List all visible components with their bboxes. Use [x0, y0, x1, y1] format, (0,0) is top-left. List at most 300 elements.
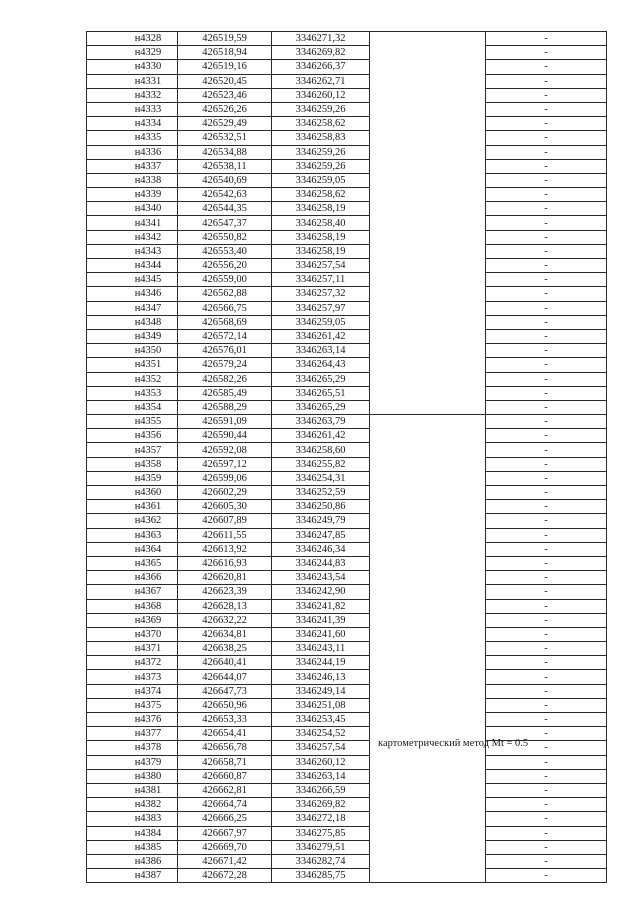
x-coordinate-cell: 426653,33 [178, 713, 272, 727]
accuracy-mark-cell: - [486, 117, 607, 131]
x-coordinate-cell: 426547,37 [178, 216, 272, 230]
accuracy-mark-cell: - [486, 74, 607, 88]
x-coordinate-cell: 426658,71 [178, 755, 272, 769]
table-row [87, 102, 607, 116]
point-name-cell: н4332 [87, 88, 178, 102]
y-coordinate-cell: 3346266,59 [272, 783, 370, 797]
accuracy-mark-cell: - [486, 415, 607, 429]
y-coordinate-cell: 3346241,60 [272, 627, 370, 641]
point-name-cell: н4349 [87, 329, 178, 343]
accuracy-mark-cell: - [486, 755, 607, 769]
accuracy-mark-cell: - [486, 46, 607, 60]
accuracy-mark-cell: - [486, 429, 607, 443]
x-coordinate-cell: 426597,12 [178, 457, 272, 471]
accuracy-mark-cell: - [486, 457, 607, 471]
point-name-cell: н4371 [87, 642, 178, 656]
y-coordinate-cell: 3346257,11 [272, 273, 370, 287]
accuracy-mark-cell: - [486, 386, 607, 400]
x-coordinate-cell: 426599,06 [178, 471, 272, 485]
table-row [87, 542, 607, 556]
accuracy-mark-cell: - [486, 613, 607, 627]
accuracy-mark-cell: - [486, 798, 607, 812]
x-coordinate-cell: 426542,63 [178, 188, 272, 202]
y-coordinate-cell: 3346272,18 [272, 812, 370, 826]
accuracy-mark-cell: - [486, 230, 607, 244]
accuracy-mark-cell: - [486, 443, 607, 457]
x-coordinate-cell: 426669,70 [178, 840, 272, 854]
table-row [87, 273, 607, 287]
x-coordinate-cell: 426634,81 [178, 627, 272, 641]
table-row [87, 713, 607, 727]
x-coordinate-cell: 426520,45 [178, 74, 272, 88]
y-coordinate-cell: 3346285,75 [272, 869, 370, 883]
table-row [87, 500, 607, 514]
table-row [87, 514, 607, 528]
table-row [87, 769, 607, 783]
table-row [87, 429, 607, 443]
y-coordinate-cell: 3346257,97 [272, 301, 370, 315]
y-coordinate-cell: 3346257,54 [272, 259, 370, 273]
point-name-cell: н4335 [87, 131, 178, 145]
accuracy-mark-cell: - [486, 188, 607, 202]
accuracy-mark-cell: - [486, 556, 607, 570]
table-row [87, 443, 607, 457]
table-row [87, 46, 607, 60]
accuracy-mark-cell: - [486, 769, 607, 783]
y-coordinate-cell: 3346252,59 [272, 486, 370, 500]
y-coordinate-cell: 3346258,19 [272, 202, 370, 216]
y-coordinate-cell: 3346263,14 [272, 344, 370, 358]
x-coordinate-cell: 426544,35 [178, 202, 272, 216]
point-name-cell: н4364 [87, 542, 178, 556]
point-name-cell: н4366 [87, 571, 178, 585]
point-name-cell: н4374 [87, 684, 178, 698]
table-row [87, 571, 607, 585]
point-name-cell: н4377 [87, 727, 178, 741]
point-name-cell: н4336 [87, 145, 178, 159]
x-coordinate-cell: 426591,09 [178, 415, 272, 429]
point-name-cell: н4386 [87, 854, 178, 868]
accuracy-mark-cell: - [486, 627, 607, 641]
y-coordinate-cell: 3346244,83 [272, 556, 370, 570]
point-name-cell: н4382 [87, 798, 178, 812]
y-coordinate-cell: 3346254,52 [272, 727, 370, 741]
table-row [87, 259, 607, 273]
y-coordinate-cell: 3346261,42 [272, 329, 370, 343]
accuracy-mark-cell: - [486, 471, 607, 485]
y-coordinate-cell: 3346260,12 [272, 88, 370, 102]
table-row [87, 812, 607, 826]
point-name-cell: н4383 [87, 812, 178, 826]
accuracy-mark-cell: - [486, 400, 607, 414]
accuracy-mark-cell: - [486, 145, 607, 159]
table-row [87, 627, 607, 641]
accuracy-mark-cell: - [486, 500, 607, 514]
x-coordinate-cell: 426582,26 [178, 372, 272, 386]
point-name-cell: н4387 [87, 869, 178, 883]
point-name-cell: н4358 [87, 457, 178, 471]
y-coordinate-cell: 3346259,26 [272, 102, 370, 116]
y-coordinate-cell: 3346258,60 [272, 443, 370, 457]
accuracy-mark-cell: - [486, 301, 607, 315]
table-row [87, 869, 607, 883]
accuracy-mark-cell: - [486, 173, 607, 187]
x-coordinate-cell: 426572,14 [178, 329, 272, 343]
y-coordinate-cell: 3346259,05 [272, 315, 370, 329]
accuracy-mark-cell: - [486, 88, 607, 102]
point-name-cell: н4341 [87, 216, 178, 230]
table-row [87, 88, 607, 102]
table-row [87, 372, 607, 386]
point-name-cell: н4343 [87, 244, 178, 258]
x-coordinate-cell: 426605,30 [178, 500, 272, 514]
y-coordinate-cell: 3346259,05 [272, 173, 370, 187]
accuracy-mark-cell: - [486, 713, 607, 727]
accuracy-mark-cell: - [486, 571, 607, 585]
point-name-cell: н4340 [87, 202, 178, 216]
accuracy-mark-cell: - [486, 358, 607, 372]
point-name-cell: н4334 [87, 117, 178, 131]
y-coordinate-cell: 3346251,08 [272, 698, 370, 712]
x-coordinate-cell: 426588,29 [178, 400, 272, 414]
x-coordinate-cell: 426602,29 [178, 486, 272, 500]
table-row [87, 613, 607, 627]
y-coordinate-cell: 3346263,79 [272, 415, 370, 429]
point-name-cell: н4350 [87, 344, 178, 358]
point-name-cell: н4376 [87, 713, 178, 727]
table-row [87, 173, 607, 187]
point-name-cell: н4342 [87, 230, 178, 244]
point-name-cell: н4380 [87, 769, 178, 783]
table-row [87, 826, 607, 840]
point-name-cell: н4362 [87, 514, 178, 528]
y-coordinate-cell: 3346265,51 [272, 386, 370, 400]
point-name-cell: н4338 [87, 173, 178, 187]
point-name-cell: н4360 [87, 486, 178, 500]
accuracy-mark-cell: - [486, 783, 607, 797]
y-coordinate-cell: 3346265,29 [272, 372, 370, 386]
x-coordinate-cell: 426632,22 [178, 613, 272, 627]
table-row [87, 131, 607, 145]
table-row [87, 684, 607, 698]
point-name-cell: н4351 [87, 358, 178, 372]
point-name-cell: н4353 [87, 386, 178, 400]
x-coordinate-cell: 426519,16 [178, 60, 272, 74]
y-coordinate-cell: 3346244,19 [272, 656, 370, 670]
x-coordinate-cell: 426671,42 [178, 854, 272, 868]
accuracy-mark-cell: - [486, 372, 607, 386]
coordinates-table [86, 31, 607, 883]
y-coordinate-cell: 3346263,14 [272, 769, 370, 783]
point-name-cell: н4355 [87, 415, 178, 429]
point-name-cell: н4375 [87, 698, 178, 712]
table-row [87, 188, 607, 202]
point-name-cell: н4345 [87, 273, 178, 287]
x-coordinate-cell: 426656,78 [178, 741, 272, 755]
point-name-cell: н4333 [87, 102, 178, 116]
y-coordinate-cell: 3346249,14 [272, 684, 370, 698]
x-coordinate-cell: 426556,20 [178, 259, 272, 273]
y-coordinate-cell: 3346255,82 [272, 457, 370, 471]
x-coordinate-cell: 426607,89 [178, 514, 272, 528]
x-coordinate-cell: 426562,88 [178, 287, 272, 301]
table-row [87, 642, 607, 656]
accuracy-mark-cell: - [486, 329, 607, 343]
table-row [87, 755, 607, 769]
table-row [87, 358, 607, 372]
point-name-cell: н4363 [87, 528, 178, 542]
table-row [87, 840, 607, 854]
x-coordinate-cell: 426611,55 [178, 528, 272, 542]
y-coordinate-cell: 3346241,82 [272, 599, 370, 613]
table-row [87, 585, 607, 599]
table-row [87, 386, 607, 400]
x-coordinate-cell: 426540,69 [178, 173, 272, 187]
x-coordinate-cell: 426650,96 [178, 698, 272, 712]
point-name-cell: н4378 [87, 741, 178, 755]
table-row [87, 159, 607, 173]
table-row [87, 329, 607, 343]
accuracy-mark-cell: - [486, 273, 607, 287]
accuracy-mark-cell: - [486, 202, 607, 216]
scan-artifacts [0, 4, 640, 8]
table-row [87, 528, 607, 542]
accuracy-mark-cell: - [486, 244, 607, 258]
x-coordinate-cell: 426532,51 [178, 131, 272, 145]
y-coordinate-cell: 3346275,85 [272, 826, 370, 840]
table-row [87, 415, 607, 429]
accuracy-mark-cell: - [486, 869, 607, 883]
accuracy-mark-cell: - [486, 585, 607, 599]
point-name-cell: н4373 [87, 670, 178, 684]
y-coordinate-cell: 3346258,83 [272, 131, 370, 145]
y-coordinate-cell: 3346258,62 [272, 117, 370, 131]
table-row [87, 202, 607, 216]
point-name-cell: н4344 [87, 259, 178, 273]
x-coordinate-cell: 426518,94 [178, 46, 272, 60]
y-coordinate-cell: 3346243,54 [272, 571, 370, 585]
x-coordinate-cell: 426654,41 [178, 727, 272, 741]
table-row [87, 599, 607, 613]
y-coordinate-cell: 3346260,12 [272, 755, 370, 769]
accuracy-mark-cell: - [486, 698, 607, 712]
point-name-cell: н4370 [87, 627, 178, 641]
x-coordinate-cell: 426664,74 [178, 798, 272, 812]
y-coordinate-cell: 3346258,40 [272, 216, 370, 230]
y-coordinate-cell: 3346241,39 [272, 613, 370, 627]
x-coordinate-cell: 426566,75 [178, 301, 272, 315]
y-coordinate-cell: 3346259,26 [272, 145, 370, 159]
x-coordinate-cell: 426660,87 [178, 769, 272, 783]
y-coordinate-cell: 3346269,82 [272, 798, 370, 812]
accuracy-mark-cell: - [486, 826, 607, 840]
point-name-cell: н4356 [87, 429, 178, 443]
point-name-cell: н4384 [87, 826, 178, 840]
x-coordinate-cell: 426662,81 [178, 783, 272, 797]
accuracy-mark-cell: - [486, 287, 607, 301]
x-coordinate-cell: 426616,93 [178, 556, 272, 570]
point-name-cell: н4328 [87, 32, 178, 46]
table-row [87, 471, 607, 485]
y-coordinate-cell: 3346264,43 [272, 358, 370, 372]
table-row [87, 301, 607, 315]
accuracy-mark-cell: - [486, 344, 607, 358]
table-row [87, 727, 607, 741]
accuracy-mark-cell: - [486, 542, 607, 556]
x-coordinate-cell: 426644,07 [178, 670, 272, 684]
accuracy-mark-cell: - [486, 528, 607, 542]
accuracy-mark-cell: - [486, 854, 607, 868]
point-name-cell: н4368 [87, 599, 178, 613]
point-name-cell: н4346 [87, 287, 178, 301]
y-coordinate-cell: 3346258,19 [272, 230, 370, 244]
y-coordinate-cell: 3346261,42 [272, 429, 370, 443]
accuracy-mark-cell: - [486, 642, 607, 656]
x-coordinate-cell: 426640,41 [178, 656, 272, 670]
table-row [87, 670, 607, 684]
x-coordinate-cell: 426672,28 [178, 869, 272, 883]
accuracy-mark-cell: - [486, 840, 607, 854]
table-row [87, 216, 607, 230]
y-coordinate-cell: 3346269,82 [272, 46, 370, 60]
x-coordinate-cell: 426638,25 [178, 642, 272, 656]
x-coordinate-cell: 426667,97 [178, 826, 272, 840]
accuracy-mark-cell: - [486, 315, 607, 329]
x-coordinate-cell: 426585,49 [178, 386, 272, 400]
coordinates-table-body [87, 32, 607, 883]
point-name-cell: н4352 [87, 372, 178, 386]
point-name-cell: н4381 [87, 783, 178, 797]
point-name-cell: н4372 [87, 656, 178, 670]
point-name-cell: н4339 [87, 188, 178, 202]
point-name-cell: н4330 [87, 60, 178, 74]
table-row [87, 244, 607, 258]
x-coordinate-cell: 426576,01 [178, 344, 272, 358]
x-coordinate-cell: 426613,92 [178, 542, 272, 556]
x-coordinate-cell: 426620,81 [178, 571, 272, 585]
table-row [87, 798, 607, 812]
point-name-cell: н4369 [87, 613, 178, 627]
x-coordinate-cell: 426550,82 [178, 230, 272, 244]
x-coordinate-cell: 426519,59 [178, 32, 272, 46]
table-row [87, 656, 607, 670]
y-coordinate-cell: 3346279,51 [272, 840, 370, 854]
table-row [87, 741, 607, 755]
table-row [87, 117, 607, 131]
y-coordinate-cell: 3346258,62 [272, 188, 370, 202]
table-row [87, 698, 607, 712]
point-name-cell: н4379 [87, 755, 178, 769]
point-name-cell: н4357 [87, 443, 178, 457]
x-coordinate-cell: 426529,49 [178, 117, 272, 131]
y-coordinate-cell: 3346246,13 [272, 670, 370, 684]
table-row [87, 145, 607, 159]
x-coordinate-cell: 426647,73 [178, 684, 272, 698]
x-coordinate-cell: 426592,08 [178, 443, 272, 457]
table-row [87, 457, 607, 471]
x-coordinate-cell: 426523,46 [178, 88, 272, 102]
y-coordinate-cell: 3346258,19 [272, 244, 370, 258]
x-coordinate-cell: 426628,13 [178, 599, 272, 613]
point-name-cell: н4329 [87, 46, 178, 60]
y-coordinate-cell: 3346257,54 [272, 741, 370, 755]
x-coordinate-cell: 426590,44 [178, 429, 272, 443]
accuracy-mark-cell: - [486, 656, 607, 670]
point-name-cell: н4331 [87, 74, 178, 88]
accuracy-mark-cell: - [486, 259, 607, 273]
table-row [87, 344, 607, 358]
point-name-cell: н4348 [87, 315, 178, 329]
x-coordinate-cell: 426526,26 [178, 102, 272, 116]
point-name-cell: н4385 [87, 840, 178, 854]
y-coordinate-cell: 3346254,31 [272, 471, 370, 485]
accuracy-mark-cell: - [486, 60, 607, 74]
accuracy-mark-cell: - [486, 514, 607, 528]
point-name-cell: н4359 [87, 471, 178, 485]
accuracy-mark-cell: - [486, 159, 607, 173]
x-coordinate-cell: 426534,88 [178, 145, 272, 159]
point-name-cell: н4361 [87, 500, 178, 514]
table-row [87, 400, 607, 414]
point-name-cell: н4337 [87, 159, 178, 173]
accuracy-mark-cell: - [486, 216, 607, 230]
y-coordinate-cell: 3346257,32 [272, 287, 370, 301]
method-cell: картометрический метод Mt = 0.5 [370, 415, 486, 883]
y-coordinate-cell: 3346271,32 [272, 32, 370, 46]
y-coordinate-cell: 3346243,11 [272, 642, 370, 656]
accuracy-mark-cell: - [486, 32, 607, 46]
accuracy-mark-cell: - [486, 670, 607, 684]
y-coordinate-cell: 3346247,85 [272, 528, 370, 542]
x-coordinate-cell: 426579,24 [178, 358, 272, 372]
accuracy-mark-cell: - [486, 599, 607, 613]
table-row [87, 556, 607, 570]
x-coordinate-cell: 426553,40 [178, 244, 272, 258]
y-coordinate-cell: 3346250,86 [272, 500, 370, 514]
point-name-cell: н4367 [87, 585, 178, 599]
accuracy-mark-cell: - [486, 131, 607, 145]
x-coordinate-cell: 426666,25 [178, 812, 272, 826]
y-coordinate-cell: 3346282,74 [272, 854, 370, 868]
y-coordinate-cell: 3346242,90 [272, 585, 370, 599]
point-name-cell: н4347 [87, 301, 178, 315]
table-row [87, 74, 607, 88]
accuracy-mark-cell: - [486, 727, 607, 741]
table-row [87, 230, 607, 244]
table-row [87, 287, 607, 301]
accuracy-mark-cell: - [486, 102, 607, 116]
y-coordinate-cell: 3346253,45 [272, 713, 370, 727]
y-coordinate-cell: 3346266,37 [272, 60, 370, 74]
y-coordinate-cell: 3346262,71 [272, 74, 370, 88]
table-row [87, 32, 607, 46]
x-coordinate-cell: 426538,11 [178, 159, 272, 173]
point-name-cell: н4354 [87, 400, 178, 414]
accuracy-mark-cell: - [486, 812, 607, 826]
table-row [87, 486, 607, 500]
table-row [87, 854, 607, 868]
accuracy-mark-cell: - [486, 684, 607, 698]
table-row [87, 783, 607, 797]
x-coordinate-cell: 426623,39 [178, 585, 272, 599]
table-row [87, 315, 607, 329]
point-name-cell: н4365 [87, 556, 178, 570]
y-coordinate-cell: 3346259,26 [272, 159, 370, 173]
table-row [87, 60, 607, 74]
x-coordinate-cell: 426568,69 [178, 315, 272, 329]
x-coordinate-cell: 426559,00 [178, 273, 272, 287]
y-coordinate-cell: 3346265,29 [272, 400, 370, 414]
